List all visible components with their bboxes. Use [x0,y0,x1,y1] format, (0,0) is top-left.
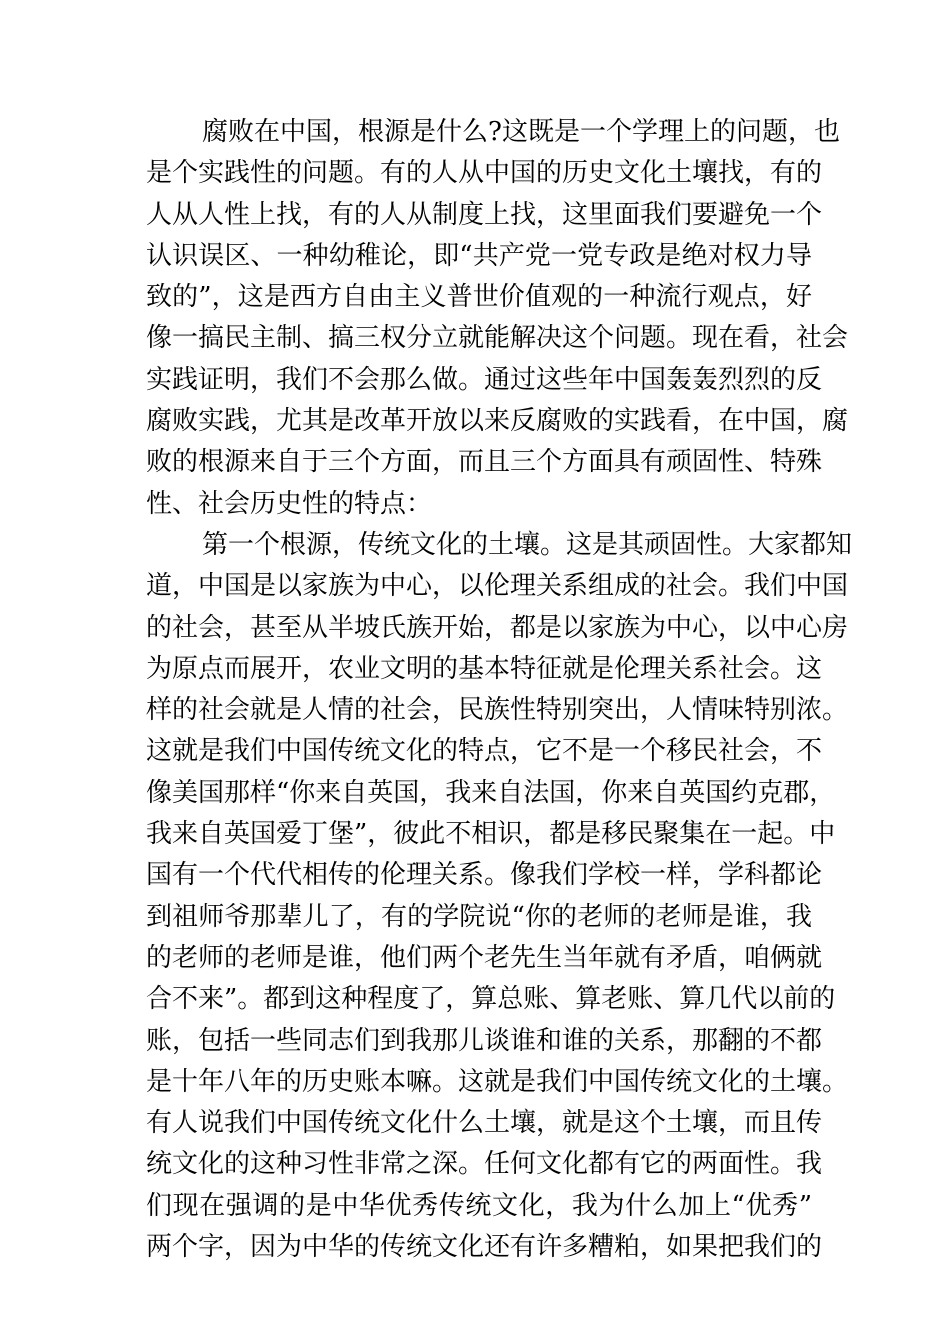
body-text [146,112,853,1268]
text-line: 败的根源来自于三个方面，而且三个方面具有顽固性、特殊 [146,447,823,478]
text-line: 们现在强调的是中华优秀传统文化，我为什么加上“优秀” [146,1190,812,1221]
text-line: 有人说我们中国传统文化什么土壤，就是这个土壤，而且传 [146,1108,823,1139]
text-line: 到祖师爷那辈儿了，有的学院说“你的老师的老师是谁，我 [146,901,812,932]
text-line: 合不来”。都到这种程度了，算总账、算老账、算几代以前的 [146,984,836,1015]
text-line: 是十年八年的历史账本嘛。这就是我们中国传统文化的土壤。 [146,1066,849,1097]
text-line: 第一个根源，传统文化的土壤。这是其顽固性。大家都知 [202,529,853,560]
text-line: 道，中国是以家族为中心，以伦理关系组成的社会。我们中国 [146,571,849,602]
text-line: 认识误区、一种幼稚论，即“共产党一党专政是绝对权力导 [146,240,812,271]
text-line: 这就是我们中国传统文化的特点，它不是一个移民社会，不 [146,736,823,767]
text-line: 致的”，这是西方自由主义普世价值观的一种流行观点，好 [146,282,812,313]
text-line: 性、社会历史性的特点： [146,488,433,519]
text-line: 腐败在中国，根源是什么?这既是一个学理上的问题，也 [202,117,840,147]
text-line: 样的社会就是人情的社会，民族性特别突出，人情味特别浓。 [146,695,849,726]
text-line: 像一搞民主制、搞三权分立就能解决这个问题。现在看，社会 [146,323,849,354]
text-line: 国有一个代代相传的伦理关系。像我们学校一样，学科都论 [146,860,823,891]
text-line: 是个实践性的问题。有的人从中国的历史文化土壤找，有的 [146,158,823,189]
text-line: 的老师的老师是谁，他们两个老先生当年就有矛盾，咱俩就 [146,942,823,973]
text-line: 的社会，甚至从半坡氏族开始，都是以家族为中心，以中心房 [146,612,849,643]
text-line: 像美国那样“你来自英国，我来自法国，你来自英国约克郡， [146,777,836,808]
text-line: 为原点而展开，农业文明的基本特征就是伦理关系社会。这 [146,653,823,684]
text-line: 实践证明，我们不会那么做。通过这些年中国轰轰烈烈的反 [146,364,823,395]
text-line: 人从人性上找，有的人从制度上找，这里面我们要避免一个 [146,199,823,230]
text-line: 我来自英国爱丁堡”，彼此不相识，都是移民聚集在一起。中 [146,819,836,850]
text-line: 腐败实践，尤其是改革开放以来反腐败的实践看，在中国，腐 [146,406,849,437]
text-line: 账，包括一些同志们到我那儿谈谁和谁的关系，那翻的不都 [146,1025,823,1056]
text-line: 两个字，因为中华的传统文化还有许多糟粕，如果把我们的 [146,1232,823,1263]
text-line: 统文化的这种习性非常之深。任何文化都有它的两面性。我 [146,1149,823,1180]
